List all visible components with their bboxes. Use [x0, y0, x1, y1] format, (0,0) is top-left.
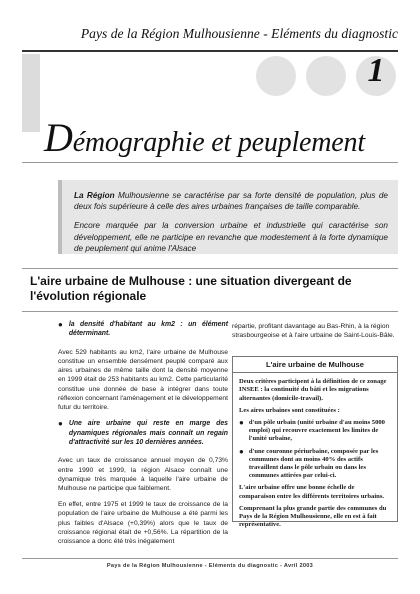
- section-title: L'aire urbaine de Mulhouse : une situation divergeant de l'évolution régionale: [30, 274, 352, 303]
- intro-paragraph-1: [74, 190, 388, 212]
- bullet-density-text: la densité d'habitant au km2 : un élément déterminant.: [68, 321, 228, 338]
- intro-p1-text: Mulhousienne se caractérise par sa forte densité de population, plus de deux fois supérieure à celle des aires urbaines françaises de taille comparable.: [74, 191, 388, 212]
- header-title: Pays de la Région Mulhousienne - Eléments du diagnostic: [80, 26, 398, 41]
- left-column: [58, 320, 228, 553]
- intro-bold-lead: La Région: [74, 191, 115, 200]
- definition-box: [232, 356, 398, 529]
- decorative-circle-2: [306, 56, 346, 96]
- paragraph-growth-comparison: En effet, entre 1975 et 1999 le taux de croissance de la population de l'aire urbaine de Mulhouse a été parmi les plus faibles d'Alsace (+0,39%) alors que le taux de croissance régional était de +0,56%. La répartition de la croissance a donc été très inégalement: [58, 501, 228, 546]
- right-column-paragraph: répartie, profitant davantage au Bas-Rhin, à la région strasbourgeoise et à l'aire urbaine de Saint-Louis-Bâle.: [232, 323, 395, 340]
- bullet-density: [58, 320, 228, 339]
- bullet-dot-icon: ●: [58, 419, 63, 429]
- bullet-dot-icon: ●: [239, 446, 244, 456]
- definition-item-couronne-text: d'une couronne périurbaine, composée par les communes dont au moins 40% des actifs travaillent dans le pôle urbain ou dans les communes attirées par celui-ci.: [248, 447, 379, 480]
- page-title-initial: D: [44, 115, 73, 160]
- definition-item-pole-text: d'un pôle urbain (unité urbaine d'au moins 5000 emploi) qui recouvre exactement les limites de l'unité urbaine,: [248, 419, 385, 443]
- footer-text: Pays de la Région Mulhousienne - Eléments du diagnostic - Avril 2003: [106, 563, 314, 569]
- page-title-rest: émographie et peuplement: [72, 127, 365, 158]
- decorative-circle-1: [256, 56, 296, 96]
- definition-item-pole: [239, 419, 391, 444]
- definition-item-couronne: [239, 448, 391, 481]
- definition-criteria: Deux critères participent à la définition de ce zonage INSEE : la continuité du bâti et les migrations alternantes (domicile-travail).: [239, 378, 387, 402]
- paragraph-growth-rate: Avec un taux de croissance annuel moyen de 0,73% entre 1990 et 1999, la région Alsace connaît une dynamique très marquée à laquelle l'aire urbaine de Mulhouse ne participe que faiblement.: [58, 457, 228, 493]
- page-title: [44, 114, 365, 161]
- intro-paragraph-2: Encore marquée par la conversion urbaine et industrielle qui caractérise son développement, elle ne participe en revanche que modestement à la forte dynamique de peuplement qui anime l'Alsace: [74, 221, 388, 253]
- chapter-number: 1: [367, 52, 385, 89]
- paragraph-density: Avec 529 habitants au km2, l'aire urbaine de Mulhouse constitue un ensemble densément peuplé comparé aux aires urbaines de même taille dont la densité moyenne en 1999 était de 253 habitants au km2. Cette particularité constitue une donnée de base à intégrer dans toute réflexion concernant l'aménagement et le développement futur du territoire.: [58, 348, 228, 412]
- definition-composition: Les aires urbaines sont constituées :: [239, 406, 340, 414]
- intro-box: [58, 180, 398, 254]
- definition-box-title: L'aire urbaine de Mulhouse: [233, 361, 397, 373]
- definition-scale: L'aire urbaine offre une bonne échelle de comparaison entre les différents territoires urbains.: [239, 484, 385, 500]
- bullet-dot-icon: ●: [58, 320, 63, 329]
- footer-rule: [22, 558, 398, 559]
- bullet-dot-icon: ●: [239, 418, 244, 428]
- title-rule: [22, 162, 398, 163]
- definition-representative: Comprenant la plus grande partie des communes du Pays de la Région Mulhousienne, elle en est à fait représentative.: [239, 504, 387, 529]
- header-rule: [22, 50, 398, 52]
- bullet-dynamics-text: Une aire urbaine qui reste en marge des dynamiques régionales mais connaît un regain d'attractivité sur les 10 dernières années.: [68, 420, 228, 447]
- bullet-dynamics: [58, 419, 228, 447]
- decorative-sidebar-bar: [22, 54, 40, 132]
